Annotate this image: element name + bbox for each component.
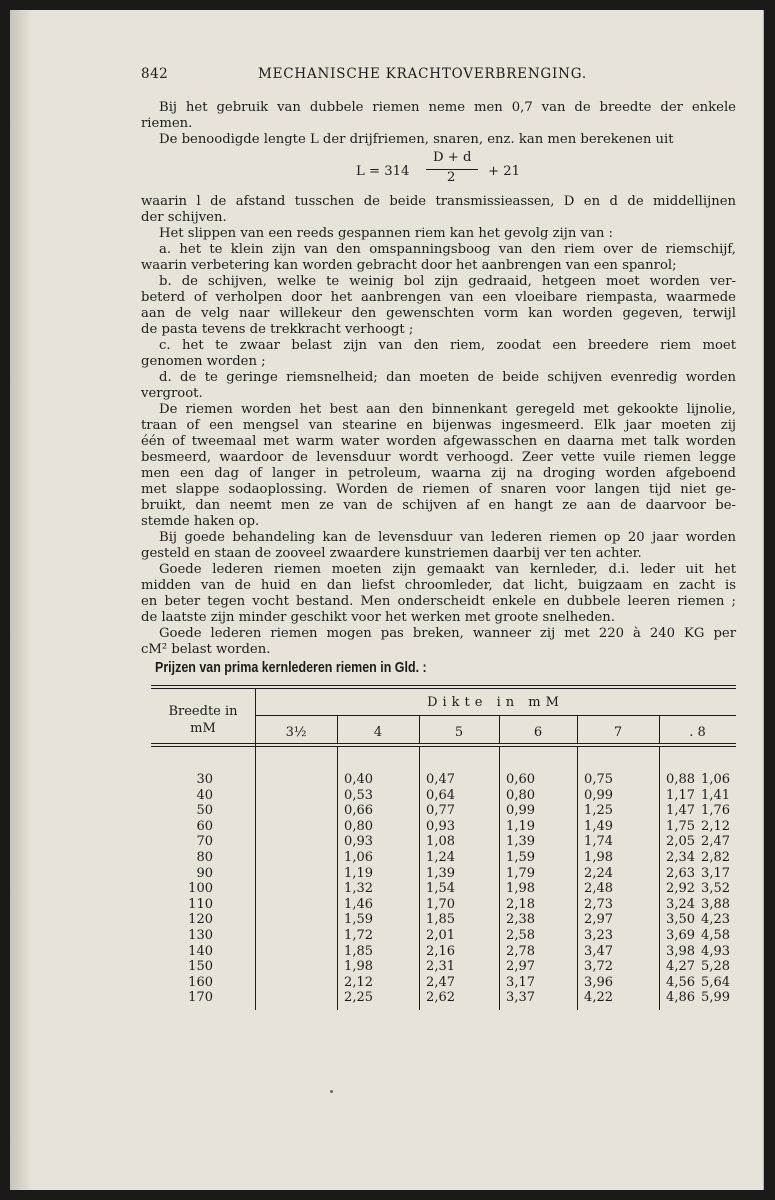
text-line: besmeerd, waardoor de levensduur wordt verhoogd. Zeer vette vuile riemen legge [141,450,736,465]
price-cell: 0,66 [344,803,373,819]
price-cell: 1,72 [344,928,373,943]
price-cell: 4,93 [701,943,730,959]
text-line: de pasta tevens de trekkracht verhoogt ; [141,322,414,337]
price-cell: 2,63 [666,865,695,881]
text-line: en beter tegen vocht bestand. Men onderscheidt enkele en dubbele leeren riemen ; [141,594,736,609]
price-cell: 4,86 [666,990,695,1006]
price-cell: 1,24 [426,850,455,865]
price-cell: 2,62 [426,990,455,1006]
price-cell: 4,23 [701,912,730,928]
price-cell: 0,80 [506,787,535,803]
row-header-line: mM [190,721,216,736]
price-cell: 2,82 [701,850,730,865]
text-line: De riemen worden het best aan den binnenkant geregeld met gekookte lijnolie, [159,402,736,417]
price-cell: 2,47 [701,834,730,850]
table-divider [577,747,578,1010]
price-cell: 0,47 [426,772,455,787]
price-cell: 0,53 [344,787,373,803]
text-line: Bij het gebruik van dubbele riemen neme men 0,7 van de breedte der enkele [159,100,736,115]
text-line: b. de schijven, welke te weinig bol zijn gedraaid, hetgeen moet worden ver- [159,274,736,289]
price-cell: 1,70 [426,896,455,912]
table-divider [659,747,660,1010]
price-cell: 3,72 [584,959,613,975]
price-cell: 3,17 [701,865,730,881]
price-cell: 3,24 [666,896,695,912]
dikte-header: Dikte in mM [427,695,564,710]
price-cell: 1,98 [506,881,535,897]
breedte-cell: 110 [188,896,213,912]
price-cell: 1,17 [666,787,695,803]
price-cell: 1,39 [506,834,535,850]
price-cell: 3,52 [701,881,730,897]
running-title: MECHANISCHE KRACHTOVERBRENGING. [258,66,587,82]
text-line: één of tweemaal met warm water worden afgewasschen en daarna met talk worden [141,434,736,449]
price-cell: 1,19 [506,818,535,834]
price-cell: 3,69 [666,928,695,943]
book-page [10,10,764,1190]
price-cell: 4,27 [666,959,695,975]
price-cell: 3,96 [584,974,613,990]
price-cell: 3,47 [584,943,613,959]
page-gutter [10,10,32,1190]
price-cell: 1,76 [701,803,730,819]
price-cell: 2,73 [584,896,613,912]
breedte-cell: 100 [188,881,213,897]
table-heading: Prijzen van prima kernlederen riemen in Gld. : [155,660,427,676]
table-divider [499,747,500,1010]
price-cell: 1,39 [426,865,455,881]
column-header: . 8 [689,725,706,740]
column-header: 7 [613,725,623,740]
price-cell: 2,97 [506,959,535,975]
price-cell: 2,92 [666,881,695,897]
price-cell: 3,17 [506,974,535,990]
column-header: 6 [533,725,543,740]
text-line: gesteld en staan de zooveel zwaardere kunstriemen daarbij ver ten achter. [141,546,642,561]
price-cell: 0,64 [426,787,455,803]
text-line: cM² belast worden. [141,642,271,657]
price-cell: 0,99 [506,803,535,819]
price-cell: 2,38 [506,912,535,928]
text-line: riemen. [141,116,193,131]
price-cell: 1,08 [426,834,455,850]
text-line: der schijven. [141,210,227,225]
price-cell: 5,99 [701,990,730,1006]
text-line: a. het te klein zijn van den omspanningsboog van den riem over de riemschijf, [159,242,736,257]
formula-denominator: 2 [447,170,456,185]
price-cell: 1,06 [701,772,730,787]
breedte-cell: 30 [196,772,213,787]
column-header: 3½ [285,725,307,740]
row-header-line: Breedte in [168,704,238,719]
price-cell: 1,98 [344,959,373,975]
text-line: c. het te zwaar belast zijn van den riem, zoodat een breedere riem moet [159,338,736,353]
price-cell: 1,41 [701,787,730,803]
price-cell: 2,48 [584,881,613,897]
text-line: Bij goede behandeling kan de levensduur van lederen riemen op 20 jaar worden [159,530,736,545]
price-cell: 0,93 [344,834,373,850]
formula-numerator: D + d [433,150,472,165]
price-cell: 0,80 [344,818,373,834]
price-cell: 2,25 [344,990,373,1006]
print-speck [330,1090,333,1093]
price-cell: 1,85 [426,912,455,928]
price-cell: 3,23 [584,928,613,943]
column-header: 5 [454,725,464,740]
breedte-cell: 90 [196,865,213,881]
price-cell: 1,98 [584,850,613,865]
length-formula [141,150,736,192]
price-cell: 0,40 [344,772,373,787]
price-cell: 2,58 [506,928,535,943]
price-cell: 2,12 [344,974,373,990]
breedte-cell: 40 [196,787,213,803]
price-cell: 2,16 [426,943,455,959]
price-cell: 0,93 [426,818,455,834]
price-cell: 2,24 [584,865,613,881]
price-cell: 0,60 [506,772,535,787]
price-cell: 1,49 [584,818,613,834]
text-line: de laatste zijn minder geschikt voor het werken met groote snelheden. [141,610,615,625]
price-cell: 2,12 [701,818,730,834]
price-cell: 4,56 [666,974,695,990]
text-line: men een dag of langer in petroleum, waarna zij na droging worden afgeboend [141,466,736,481]
text-line: traan of een mengsel van stearine en bijenwas ingesmeerd. Elk jaar moeten zij [141,418,736,433]
breedte-cell: 160 [188,974,213,990]
price-cell: 2,01 [426,928,455,943]
price-cell: 2,34 [666,850,695,865]
price-cell: 0,75 [584,772,613,787]
table-divider [419,747,420,1010]
breedte-cell: 170 [188,990,213,1006]
text-line: Goede lederen riemen moeten zijn gemaakt van kernleder, d.i. leder uit het [159,562,736,577]
running-head [10,66,763,86]
price-cell: 2,31 [426,959,455,975]
breedte-cell: 130 [188,928,213,943]
price-cell: 1,54 [426,881,455,897]
breedte-cell: 60 [196,818,213,834]
text-line: Het slippen van een reeds gespannen riem kan het gevolg zijn van : [159,226,613,241]
price-cell: 3,50 [666,912,695,928]
price-cell: 0,99 [584,787,613,803]
text-line: De benoodigde lengte L der drijfriemen, snaren, enz. kan men berekenen uit [159,132,674,147]
text-line: beterd of verholpen door het aanbrengen van een vloeibare riempasta, waarmede [141,290,736,305]
table-divider [337,747,338,1010]
price-cell: 0,88 [666,772,695,787]
price-cell: 1,47 [666,803,695,819]
row-header [151,703,255,737]
text-line: waarin l de afstand tusschen de beide transmissieassen, D en d de middellijnen [141,194,736,209]
breedte-cell: 70 [196,834,213,850]
price-cell: 1,75 [666,818,695,834]
column-header: 4 [373,725,383,740]
price-cell: 4,22 [584,990,613,1006]
table-top-rule [151,685,736,689]
price-cell: 2,05 [666,834,695,850]
price-cell: 5,28 [701,959,730,975]
text-line: met slappe sodaoplossing. Worden de riemen of snaren voor langen tijd niet ge- [141,482,736,497]
price-cell: 1,74 [584,834,613,850]
fraction-bar [426,169,478,170]
page-number: 842 [141,66,169,82]
price-cell: 5,64 [701,974,730,990]
text-line: d. de te geringe riemsnelheid; dan moeten de beide schijven evenredig worden [159,370,736,385]
price-cell: 3,98 [666,943,695,959]
text-line: bruikt, dan neemt men ze van de schijven af en hangt ze aan de daarvoor be- [141,498,736,513]
breedte-cell: 140 [188,943,213,959]
formula-rhs: + 21 [488,164,521,179]
price-cell: 1,59 [506,850,535,865]
price-cell: 1,46 [344,896,373,912]
price-cell: 2,18 [506,896,535,912]
text-line: aan de velg naar willekeur den gewenschten vorm kan worden gegeven, terwijl [141,306,736,321]
body-text [141,100,736,658]
text-line: Goede lederen riemen mogen pas breken, wanneer zij met 220 à 240 KG per [159,626,736,641]
formula-lhs: L = 314 [356,164,410,179]
price-cell: 2,78 [506,943,535,959]
text-line: waarin verbetering kan worden gebracht door het aanbrengen van een spanrol; [141,258,677,273]
price-cell: 1,06 [344,850,373,865]
price-cell: 2,97 [584,912,613,928]
breedte-cell: 120 [188,912,213,928]
text-line: vergroot. [141,386,203,401]
price-cell: 3,37 [506,990,535,1006]
text-line: midden van de huid en dan liefst chroomleder, dat licht, buigzaam en zacht is [141,578,736,593]
price-cell: 4,58 [701,928,730,943]
price-cell: 3,88 [701,896,730,912]
breedte-cell: 80 [196,850,213,865]
breedte-cell: 150 [188,959,213,975]
price-cell: 1,32 [344,881,373,897]
price-cell: 0,77 [426,803,455,819]
price-cell: 1,19 [344,865,373,881]
dikte-rule [255,715,736,716]
price-cell: 2,47 [426,974,455,990]
table-header-rule [151,743,736,747]
text-line: genomen worden ; [141,354,266,369]
price-cell: 1,79 [506,865,535,881]
price-cell: 1,85 [344,943,373,959]
price-cell: 1,25 [584,803,613,819]
text-line: stemde haken op. [141,514,260,529]
breedte-cell: 50 [196,803,213,819]
price-cell: 1,59 [344,912,373,928]
